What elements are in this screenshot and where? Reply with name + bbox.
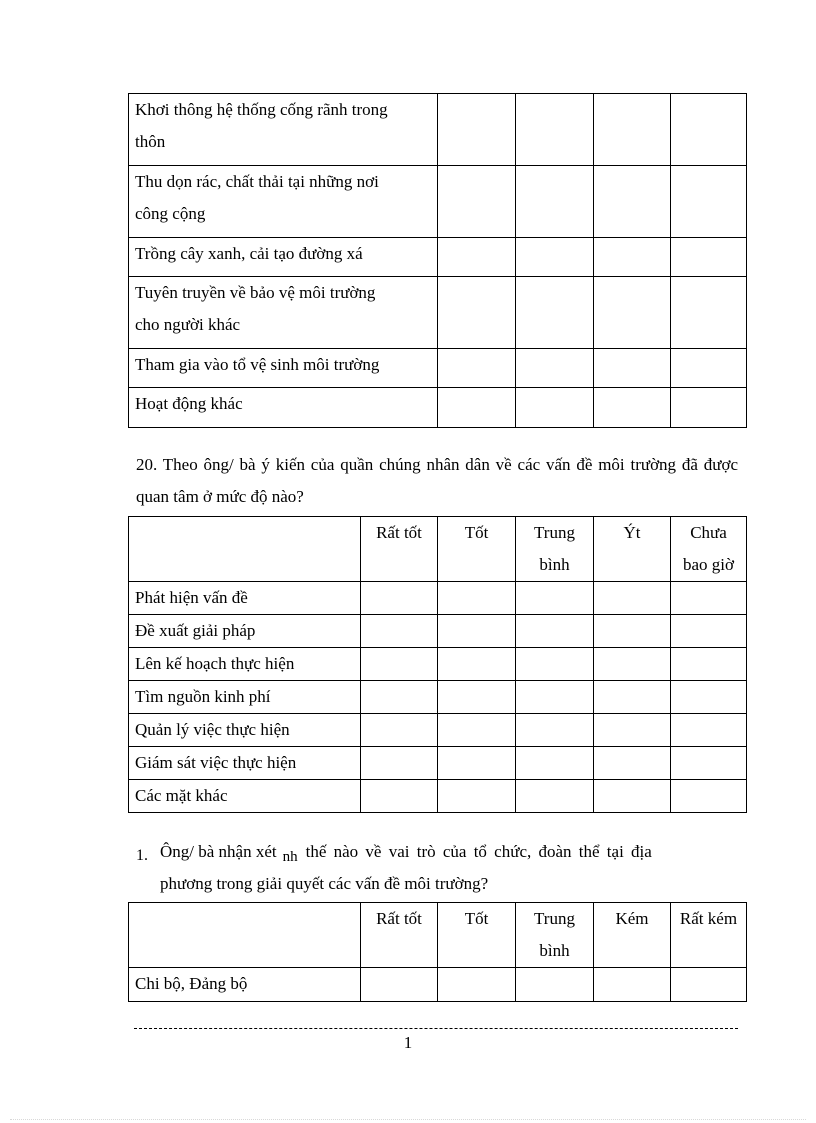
table-row (129, 747, 747, 780)
answer-cell[interactable] (671, 166, 747, 238)
header-cell: Ýt (594, 517, 671, 582)
question-text: Ông/ bà nhận xét (160, 842, 277, 861)
answer-cell[interactable] (361, 780, 438, 813)
answer-cell[interactable] (671, 277, 747, 349)
question-number: 1. (136, 847, 148, 864)
answer-cell[interactable] (438, 94, 516, 166)
answer-cell[interactable] (671, 968, 747, 1002)
answer-cell[interactable] (671, 747, 747, 780)
answer-cell[interactable] (361, 582, 438, 615)
row-label: Lên kế hoạch thực hiện (129, 648, 361, 681)
table-row (129, 388, 747, 428)
row-label: Trồng cây xanh, cải tạo đường xá (129, 238, 438, 277)
answer-cell[interactable] (594, 238, 671, 277)
answer-cell[interactable] (671, 388, 747, 428)
answer-cell[interactable] (438, 615, 516, 648)
answer-cell[interactable] (361, 681, 438, 714)
answer-cell[interactable] (438, 582, 516, 615)
answer-cell[interactable] (438, 277, 516, 349)
header-cell: Rất tốt (361, 903, 438, 968)
answer-cell[interactable] (438, 388, 516, 428)
activities-table (128, 93, 747, 428)
answer-cell[interactable] (594, 780, 671, 813)
answer-cell[interactable] (438, 238, 516, 277)
answer-cell[interactable] (671, 94, 747, 166)
question-1-line-2: phương trong giải quyết các vấn đề môi trường? (160, 874, 489, 893)
answer-cell[interactable] (438, 349, 516, 388)
answer-cell[interactable] (516, 349, 594, 388)
row-label: Chi bộ, Đảng bộ (129, 968, 361, 1002)
answer-cell[interactable] (516, 968, 594, 1002)
header-row (129, 903, 747, 968)
header-cell: Tốt (438, 517, 516, 582)
table-row (129, 681, 747, 714)
row-label: Khơi thông hệ thống cống rãnh trong thôn (129, 94, 438, 166)
answer-cell[interactable] (594, 681, 671, 714)
answer-cell[interactable] (516, 747, 594, 780)
header-cell: Rất kém (671, 903, 747, 968)
answer-cell[interactable] (671, 349, 747, 388)
answer-cell[interactable] (438, 780, 516, 813)
answer-cell[interactable] (594, 349, 671, 388)
answer-cell[interactable] (594, 968, 671, 1002)
answer-cell[interactable] (361, 747, 438, 780)
row-label: Thu dọn rác, chất thải tại những nơi công cộng (129, 166, 438, 238)
answer-cell[interactable] (671, 648, 747, 681)
answer-cell[interactable] (671, 681, 747, 714)
header-cell (129, 517, 361, 582)
stray-text: nh (282, 849, 298, 865)
answer-cell[interactable] (516, 277, 594, 349)
answer-cell[interactable] (438, 648, 516, 681)
page-number: 1 (403, 1033, 413, 1052)
answer-cell[interactable] (516, 681, 594, 714)
answer-cell[interactable] (438, 714, 516, 747)
header-cell: Trung bình (516, 517, 594, 582)
header-cell (129, 903, 361, 968)
answer-cell[interactable] (516, 166, 594, 238)
answer-cell[interactable] (671, 780, 747, 813)
table-row (129, 94, 747, 166)
answer-cell[interactable] (594, 747, 671, 780)
answer-cell[interactable] (516, 94, 594, 166)
question-1 (136, 836, 738, 900)
row-label: Đề xuất giải pháp (129, 615, 361, 648)
answer-cell[interactable] (361, 648, 438, 681)
answer-cell[interactable] (361, 714, 438, 747)
answer-cell[interactable] (671, 615, 747, 648)
answer-cell[interactable] (516, 714, 594, 747)
question-text: thế nào về vai trò của tổ chức, đoàn thể tại địa (305, 842, 652, 861)
answer-cell[interactable] (671, 238, 747, 277)
answer-cell[interactable] (516, 615, 594, 648)
answer-cell[interactable] (438, 747, 516, 780)
table-row (129, 277, 747, 349)
answer-cell[interactable] (594, 277, 671, 349)
answer-cell[interactable] (361, 615, 438, 648)
answer-cell[interactable] (516, 388, 594, 428)
answer-cell[interactable] (438, 968, 516, 1002)
table-row (129, 615, 747, 648)
organization-role-table (128, 902, 747, 1002)
header-cell: Tốt (438, 903, 516, 968)
header-row (129, 517, 747, 582)
answer-cell[interactable] (361, 968, 438, 1002)
answer-cell[interactable] (594, 648, 671, 681)
answer-cell[interactable] (594, 388, 671, 428)
answer-cell[interactable] (671, 714, 747, 747)
answer-cell[interactable] (516, 238, 594, 277)
row-label: Tuyên truyền về bảo vệ môi trường cho người khác (129, 277, 438, 349)
answer-cell[interactable] (594, 94, 671, 166)
table-row (129, 582, 747, 615)
table-row (129, 968, 747, 1002)
row-label: Tìm nguồn kinh phí (129, 681, 361, 714)
row-label: Các mặt khác (129, 780, 361, 813)
row-label: Tham gia vào tổ vệ sinh môi trường (129, 349, 438, 388)
answer-cell[interactable] (438, 681, 516, 714)
answer-cell[interactable] (438, 166, 516, 238)
answer-cell[interactable] (594, 582, 671, 615)
table-row (129, 238, 747, 277)
row-label: Hoạt động khác (129, 388, 438, 428)
opinion-level-table (128, 516, 747, 813)
answer-cell[interactable] (671, 582, 747, 615)
answer-cell[interactable] (594, 615, 671, 648)
row-label: Giám sát việc thực hiện (129, 747, 361, 780)
answer-cell[interactable] (516, 780, 594, 813)
table-row (129, 648, 747, 681)
table-row (129, 714, 747, 747)
header-cell: Rất tốt (361, 517, 438, 582)
answer-cell[interactable] (516, 648, 594, 681)
question-1-line-1 (160, 836, 738, 869)
footer-divider (134, 1028, 738, 1029)
table-row (129, 166, 747, 238)
page-edge-divider (10, 1119, 806, 1120)
table-row (129, 780, 747, 813)
header-cell: Trung bình (516, 903, 594, 968)
question-20-text: 20. Theo ông/ bà ý kiến của quần chúng nhân dân về các vấn đề môi trường đã được quan tâm ở mức độ nào? (136, 455, 738, 506)
row-label: Phát hiện vấn đề (129, 582, 361, 615)
header-cell: Chưa bao giờ (671, 517, 747, 582)
header-cell: Kém (594, 903, 671, 968)
row-label: Quản lý việc thực hiện (129, 714, 361, 747)
answer-cell[interactable] (516, 582, 594, 615)
table-row (129, 349, 747, 388)
answer-cell[interactable] (594, 166, 671, 238)
answer-cell[interactable] (594, 714, 671, 747)
